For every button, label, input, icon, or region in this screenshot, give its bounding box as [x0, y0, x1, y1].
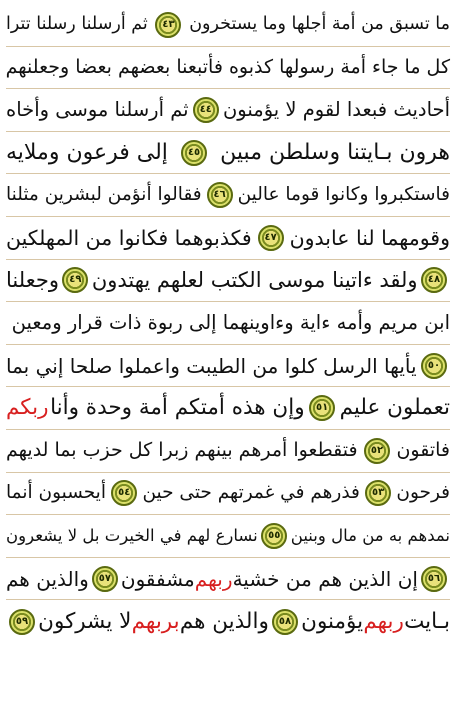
- verse-text: ولقد ءاتينا موسى الكتب لعلهم يهتدون: [91, 267, 418, 292]
- verse-number-marker: ٥٧: [92, 566, 118, 592]
- highlighted-word: ربهم: [194, 566, 233, 591]
- verse-text: نمدهم به من مال وبنين: [290, 525, 450, 545]
- text-line: [6, 345, 450, 388]
- verse-text: والذين هم: [179, 608, 269, 634]
- verse-text: فقالوا أنؤمن لبشرين مثلنا: [6, 183, 202, 205]
- verse-number-marker: ٥٦: [421, 566, 447, 592]
- text-line: [6, 174, 450, 217]
- verse-number-marker: ٤٦: [207, 182, 233, 208]
- verse-text: إن الذين هم من خشية: [232, 566, 418, 591]
- highlighted-word: ربهم: [363, 608, 404, 634]
- verse-text: أحاديث فبعدا لقوم لا يؤمنون: [222, 98, 450, 122]
- verse-text: فكذبوهما فكانوا من المهلكين: [6, 225, 252, 250]
- text-line: [6, 302, 450, 345]
- verse-number-marker: ٤٤: [193, 97, 219, 123]
- verse-text: كل ما جاء أمة رسولها كذبوه فأتبعنا بعضهم بعضا وجعلنهم: [5, 55, 450, 78]
- text-line: [6, 387, 450, 430]
- verse-text: فاتقون: [396, 439, 450, 462]
- text-line: [6, 558, 450, 601]
- verse-number-marker: ٥٥: [261, 523, 287, 549]
- verse-text: ثم أرسلنا موسى وأخاه: [6, 98, 189, 122]
- verse-text: يأيها الرسل كلوا من الطيبت واعملوا صلحا إني بما: [6, 353, 417, 378]
- highlighted-word: بربهم: [131, 608, 180, 634]
- text-line: [6, 89, 450, 132]
- verse-text: فرحون: [396, 482, 450, 504]
- verse-number-marker: ٥٨: [272, 609, 298, 635]
- text-line: [6, 132, 450, 175]
- verse-text: ما تسبق من أمة أجلها وما يستخرون: [189, 14, 450, 35]
- verse-text: وقومهما لنا عابدون: [289, 225, 450, 250]
- verse-text: والذين هم: [6, 566, 89, 591]
- verse-number-marker: ٥١: [309, 395, 335, 421]
- highlighted-word: ربكم: [6, 395, 49, 421]
- verse-number-marker: ٤٥: [181, 140, 207, 166]
- verse-text: بـايت: [404, 608, 450, 634]
- text-line: [6, 430, 450, 473]
- text-line: [6, 515, 450, 558]
- verse-number-marker: ٥٠: [421, 353, 447, 379]
- verse-text: فذرهم في غمرتهم حتى حين: [142, 482, 360, 504]
- verse-number-marker: ٤٣: [155, 12, 181, 38]
- verse-number-marker: ٤٩: [62, 267, 88, 293]
- text-line: [6, 260, 450, 303]
- verse-number-marker: ٥٤: [111, 480, 137, 506]
- verse-number-marker: ٥٢: [364, 438, 390, 464]
- text-line: [6, 4, 450, 47]
- verse-text: مشفقون: [120, 566, 195, 591]
- verse-number-marker: ٥٣: [365, 480, 391, 506]
- verse-text: تعملون عليم: [339, 395, 450, 421]
- text-line: [6, 600, 450, 643]
- verse-text: فاستكبروا وكانوا قوما عالين: [237, 183, 450, 205]
- text-line: [6, 473, 450, 516]
- verse-text: فتقطعوا أمرهم بينهم زبرا كل حزب بما لديهم: [6, 439, 358, 462]
- verse-text: وإن هذه أمتكم أمة وحدة وأنا: [50, 395, 305, 421]
- verse-number-marker: ٤٨: [421, 267, 447, 293]
- verse-text: ابن مريم وأمه ءاية وءاوينهما إلى ربوة ذات قرار ومعين: [11, 311, 450, 335]
- verse-text: لا يشركون: [38, 608, 132, 634]
- verse-text: إلى فرعون وملايه: [6, 139, 168, 165]
- verse-text: ثم أرسلنا رسلنا تترا: [6, 14, 148, 35]
- text-line: [6, 47, 450, 90]
- verse-text: يؤمنون: [301, 608, 364, 634]
- verse-number-marker: ٥٩: [9, 609, 35, 635]
- verse-text: نسارع لهم في الخيرت بل لا يشعرون: [6, 525, 258, 545]
- verse-number-marker: ٤٧: [258, 225, 284, 251]
- verse-text: وجعلنا: [6, 267, 59, 292]
- text-line: [6, 217, 450, 260]
- verse-text: أيحسبون أنما: [6, 482, 106, 504]
- verse-text: هرون بـايتنا وسلطن مبين: [220, 139, 450, 165]
